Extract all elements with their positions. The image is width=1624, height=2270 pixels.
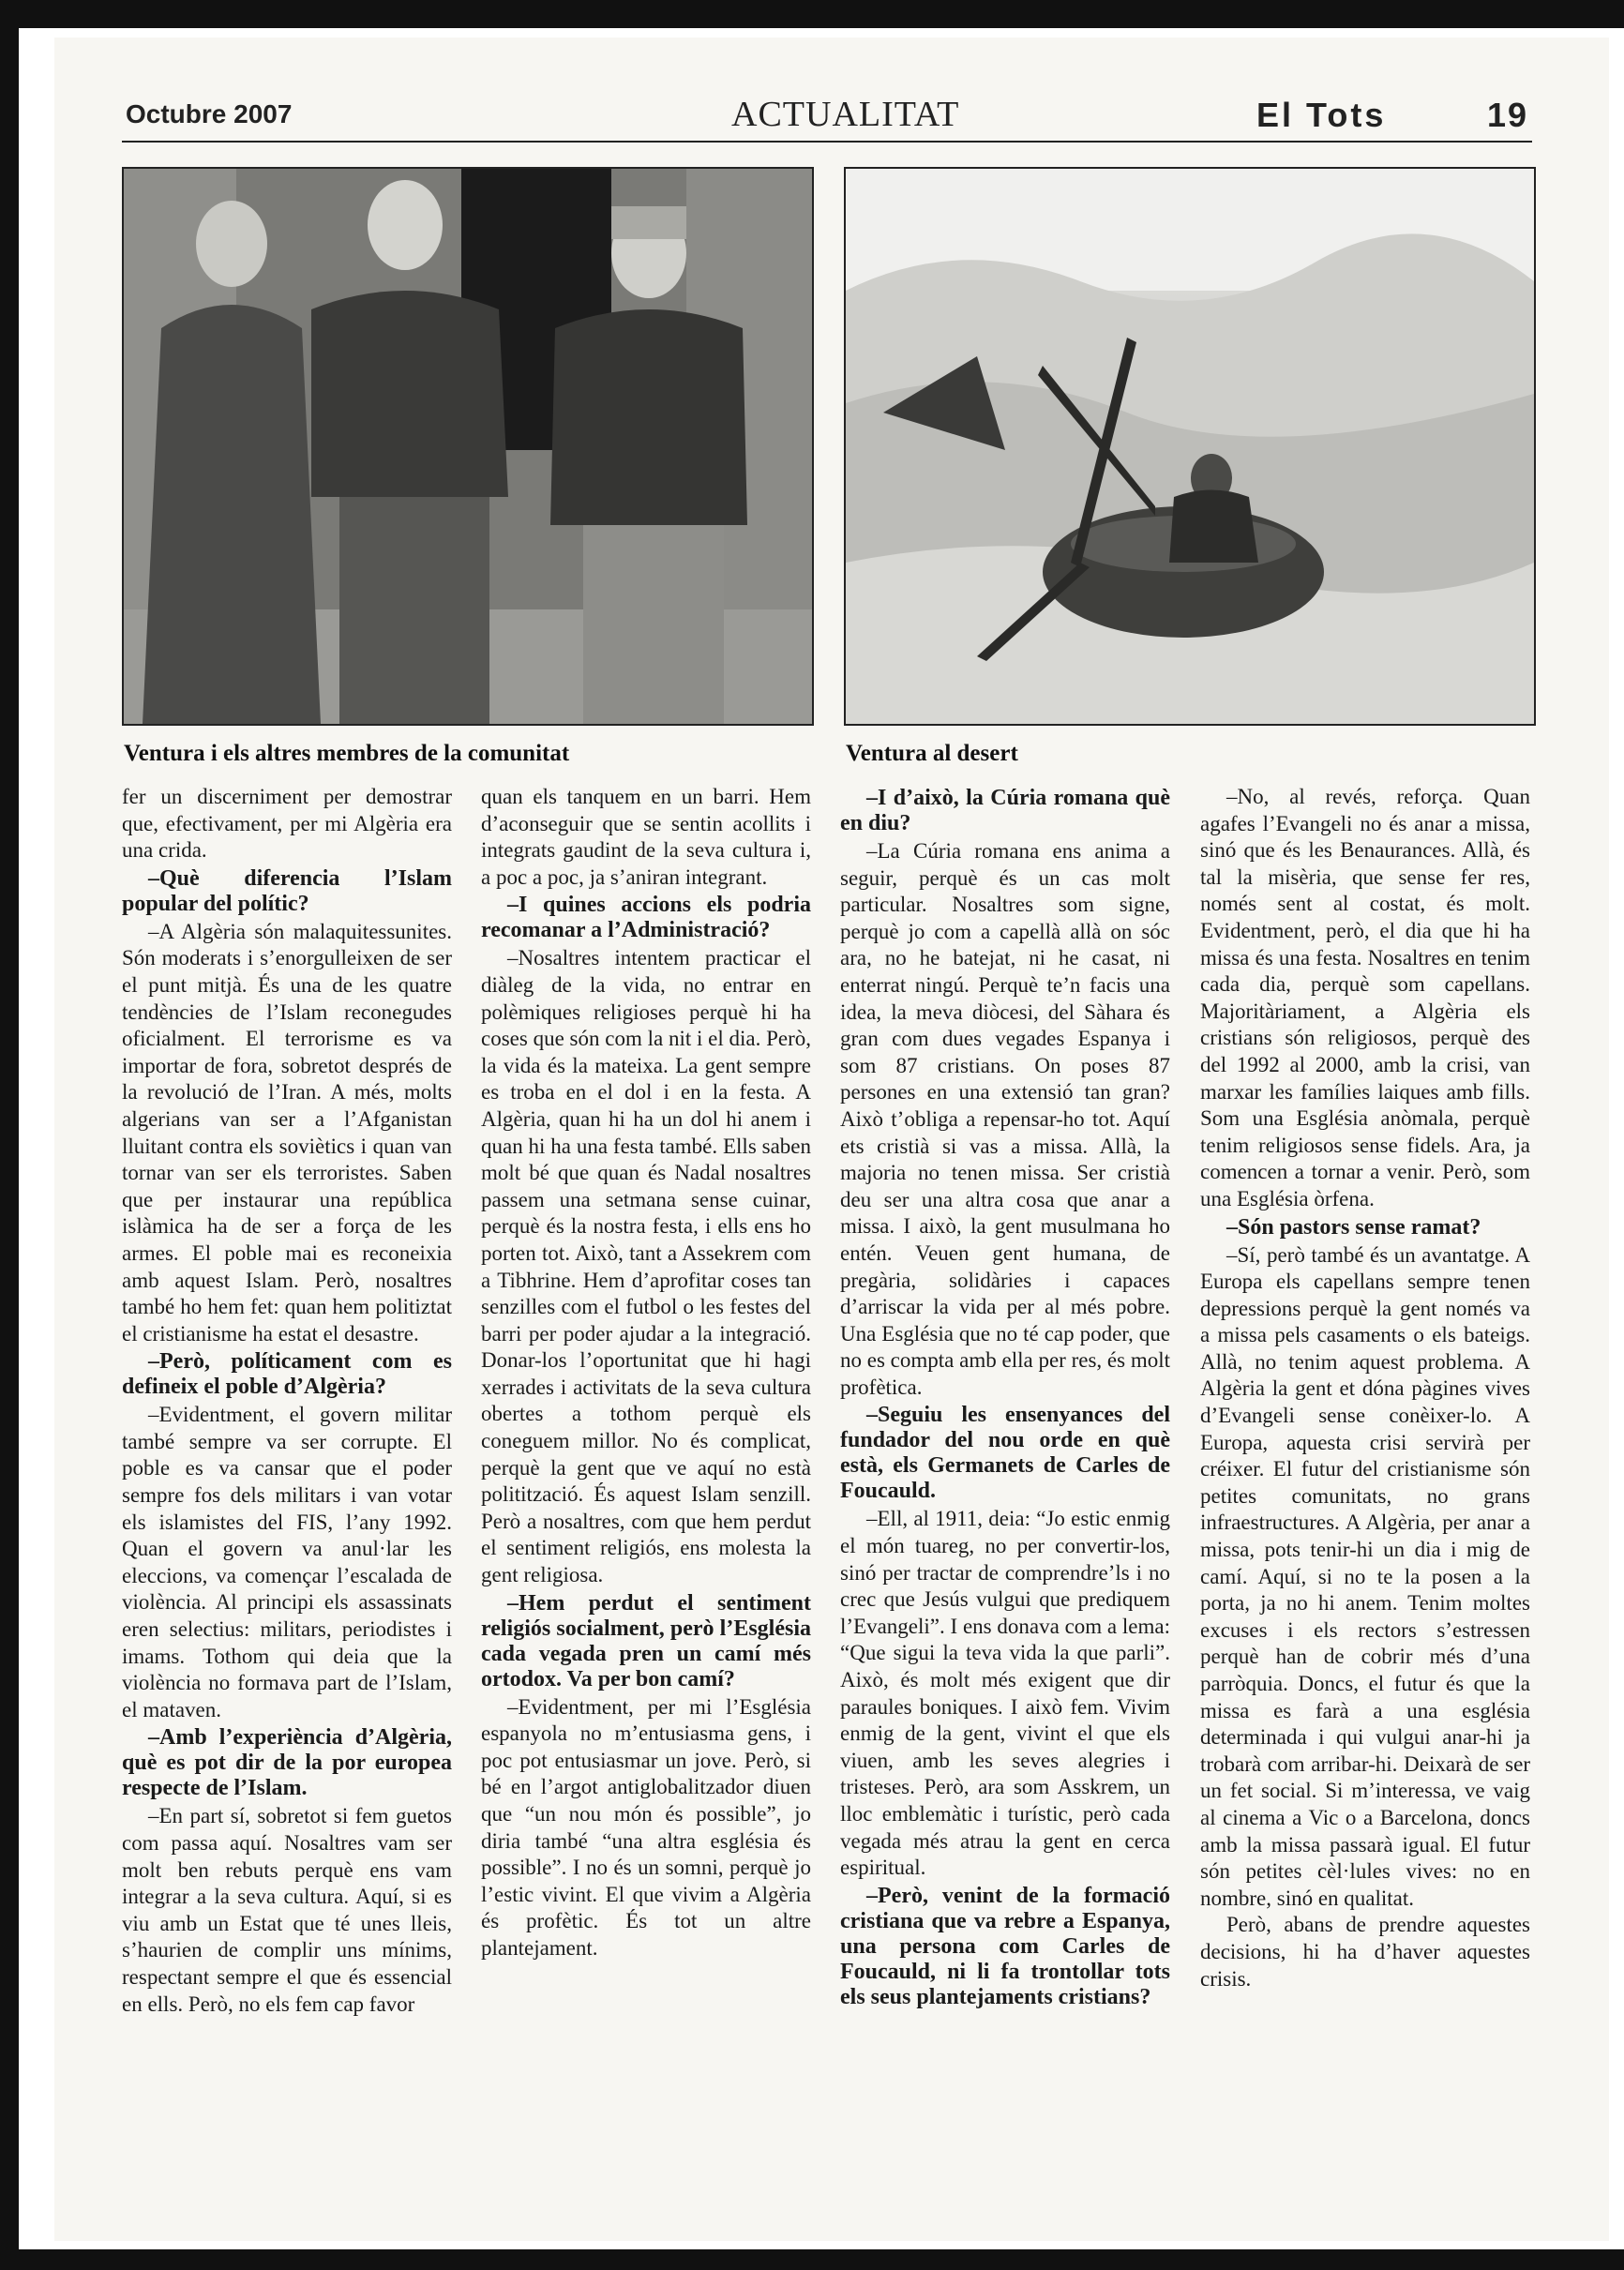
interview-question: –I quines accions els podria recomanar a l’Administració? <box>481 893 811 943</box>
scan-border-top <box>0 0 1624 28</box>
article-paragraph: Però, abans de prendre aquestes decisions, hi ha d’haver aquestes crisis. <box>1200 1913 1530 1991</box>
article-paragraph: –Evidentment, per mi l’Església espanyola no m’entusiasma gens, i poc pot entusiasmar un jove. Però, si bé en l’argot antiglobalitzador diuen que “un nou món és possible”, jo diria també “una altra església és possible”. I no és un somni, perquè jo l’estic vivint. El que vivim a Algèria és profètic. És tot un altre plantejament. <box>481 1694 811 1960</box>
photo-caption-community: Ventura i els altres membres de la comunitat <box>124 741 570 766</box>
interview-question: –Què diferencia l’Islam popular del polític? <box>122 865 452 916</box>
article-column-1 <box>122 784 452 2018</box>
article-column-3 <box>840 784 1170 2012</box>
article-paragraph: –Sí, però també és un avantatge. A Europa els capellans sempre tenen depressions perquè la gent només va a missa pels casaments o els bateigs. Allà, no tenim aquest problema. A Algèria la gent et dóna pàgines vives d’Evangeli sense conèixer-lo. A Europa, aquesta crisi servirà per créixer. El futur del cristianisme són petites comunitats, no grans infraestructures. A Algèria, per anar a missa, pots tenir-hi un dia i mig de camí. Aquí, si no te la posen a la porta, ja no hi anem. Tenim moltes excuses i els rectors s’estressen perquè han de cobrir més d’una parròquia. Doncs, el futur és que la missa es farà a una església determinada i qui vulgui anar-hi ja trobarà com arribar-hi. Deixarà de ser un fet social. Si m’interessa, ve vaig al cinema a Vic o a Barcelona, doncs amb la missa passarà igual. El futur són petites cèl·lules vives: no en nombre, sinó en qualitat. <box>1200 1242 1530 1910</box>
article-paragraph: fer un discerniment per demostrar que, efectivament, per mi Algèria era una crida. <box>122 785 452 863</box>
header-publication: El Tots <box>1256 96 1387 134</box>
interview-question: –Amb l’experiència d’Algèria, què es pot dir de la por europea respecte de l’Islam. <box>122 1725 452 1801</box>
article-paragraph: quan els tanquem en un barri. Hem d’aconseguir que se sentin acollits i integrats gaudint de la seva cultura i, a poc a poc, ja s’aniran integrant. <box>481 785 811 889</box>
scan-border-left <box>0 0 19 2270</box>
article-paragraph: –Nosaltres intentem practicar el diàleg de la vida, no entrar en polèmiques religioses perquè hi ha coses que són com la nit i el dia. Però, la vida és la mateixa. La gent sempre es troba en el dol i en la festa. A Algèria, quan hi ha un dol hi anem i quan hi ha una festa també. Ells saben molt bé que quan és Nadal nosaltres passem una setmana sense cuinar, perquè és la nostra festa, i ells ens ho porten tot. Això, tant a Assekrem com a Tibhrine. Hem d’aprofitar coses tan senzilles com el futbol o les festes del barri per poder ajudar a la integració. Donar-los l’oportunitat que hi hagi xerrades i activitats de la seva cultura obertes a tothom perquè els coneguem millor. No és complicat, perquè la gent que ve aquí no està politització. És aquest Islam senzill. Però a nosaltres, com que hem perdut el sentiment religiós, ens molesta la gent religiosa. <box>481 946 811 1587</box>
header-date: Octubre 2007 <box>126 99 293 128</box>
interview-question: –I d’això, la Cúria romana què en diu? <box>840 786 1170 835</box>
interview-question: –Però, venint de la formació cristiana que va rebre a Espanya, una persona com Carles de Foucauld, ni li fa trontollar tots els seus plantejaments cristians? <box>840 1883 1170 2009</box>
photo-desert <box>844 167 1536 726</box>
article-paragraph: –Ell, al 1911, deia: “Jo estic enmig el món tuareg, no per convertir-los, sinó per tractar de comprendre’ls i no crec que Jesús vulgui que prediquem l’Evangeli”. I ens donava com a lema: “Que sigui la teva vida la que parli”. Això, és molt més exigent que dir paraules boniques. I això fem. Vivim enmig de la gent, vivint el que els viuen, amb les seves alegries i tristeses. Però, ara som Asskrem, un lloc emblemàtic i turístic, però cada vegada més atrau la gent en cerca espiritual. <box>840 1507 1170 1880</box>
interview-question: –Seguiu les ensenyances del fundador del nou orde en què està, els Germanets de Carles de Foucauld. <box>840 1403 1170 1504</box>
page-header <box>122 94 1532 143</box>
article-paragraph: –En part sí, sobretot si fem guetos com passa aquí. Nosaltres vam ser molt ben rebuts perquè ens vam integrar a la seva cultura. Aquí, si es viu amb un Estat que té unes lleis, s’haurien de complir uns mínims, respectant sempre el que és essencial en ells. Però, no els fem cap favor <box>122 1804 452 2016</box>
article-paragraph: –No, al revés, reforça. Quan agafes l’Evangeli no és anar a missa, sinó que és les Benaurances. Allà, és tal la misèria, que sense fer res, només sent al costat, és molt. Evidentment, però, el dia que hi ha missa és una festa. Nosaltres en tenim cada dia, perquè som capellans. Majoritàriament, a Algèria els cristians són religiosos, perquè des del 1992 al 2000, amb la crisi, van marxar les famílies laiques amb fills. Som una Església anòmala, perquè tenim religiosos sense fidels. Ara, ja comencen a tornar a venir. Però, som una Església òrfena. <box>1200 785 1530 1210</box>
article-paragraph: –Evidentment, el govern militar també sempre va ser corrupte. El poble es va cansar que el poder sempre fos dels militars i van votar els islamistes del FIS, l’any 1992. Quan el govern va anul·lar les eleccions, va començar l’escalada de violència. Al principi els assassinats eren selectius: militars, periodistes i imams. Tothom qui deia que la violència no formava part de l’Islam, el mataven. <box>122 1403 452 1721</box>
article-paragraph: –La Cúria romana ens anima a seguir, perquè és un cas molt particular. Nosaltres som signe, perquè jo com a capellà allà on sóc ara, no he batejat, ni he casat, ni enterrat ningú. Perquè te’n facis una idea, la meva diòcesi, del Sàhara és gran com dues vegades Espanya i som 87 cristians. On poses 87 persones en una extensió tan gran? Això t’obliga a repensar-ho tot. Aquí ets cristià si vas a missa. Allà, la majoria no tenen missa. Ser cristià deu ser una altra cosa que anar a missa. I això, la gent musulmana ho entén. Veuen gent humana, de pregària, solidàries i capaces d’arriscar la vida per al més pobre. Una Església que no té cap poder, que no es compta amb ella per res, és molt profètica. <box>840 839 1170 1399</box>
article-column-4 <box>1200 784 1530 1992</box>
article-column-2 <box>481 784 811 1962</box>
photo-community-illustration <box>124 169 812 724</box>
interview-question: –Hem perdut el sentiment religiós socialment, però l’Església cada vegada pren un camí més ortodox. Va per bon camí? <box>481 1590 811 1691</box>
article-paragraph: –A Algèria són malaquitessunites. Són moderats i s’enorgulleixen de ser el punt mitjà. És una de les quatre tendències de l’Islam reconegudes oficialment. El terrorisme es va importar de fora, sobretot després de la revolució de l’Iran. A més, molts algerians van ser a l’Afganistan lluitant contra els soviètics i quan van tornar van ser els terroristes. Saben que per instaurar una república islàmica ha de ser a força de les armes. El poble mai es reconeixia amb aquest Islam. Però, nosaltres també ho hem fet: quan hem politiztat el cristianisme ha estat el desastre. <box>122 919 452 1345</box>
photo-community <box>122 167 814 726</box>
photo-desert-illustration <box>846 169 1534 724</box>
photo-caption-desert: Ventura al desert <box>846 741 1018 766</box>
header-section: ACTUALITAT <box>731 95 960 134</box>
scan-border-bottom <box>0 2249 1624 2270</box>
interview-question: –Són pastors sense ramat? <box>1226 1214 1481 1240</box>
interview-question: –Però, políticament com es defineix el poble d’Algèria? <box>122 1349 452 1400</box>
header-page-number: 19 <box>1486 96 1528 134</box>
